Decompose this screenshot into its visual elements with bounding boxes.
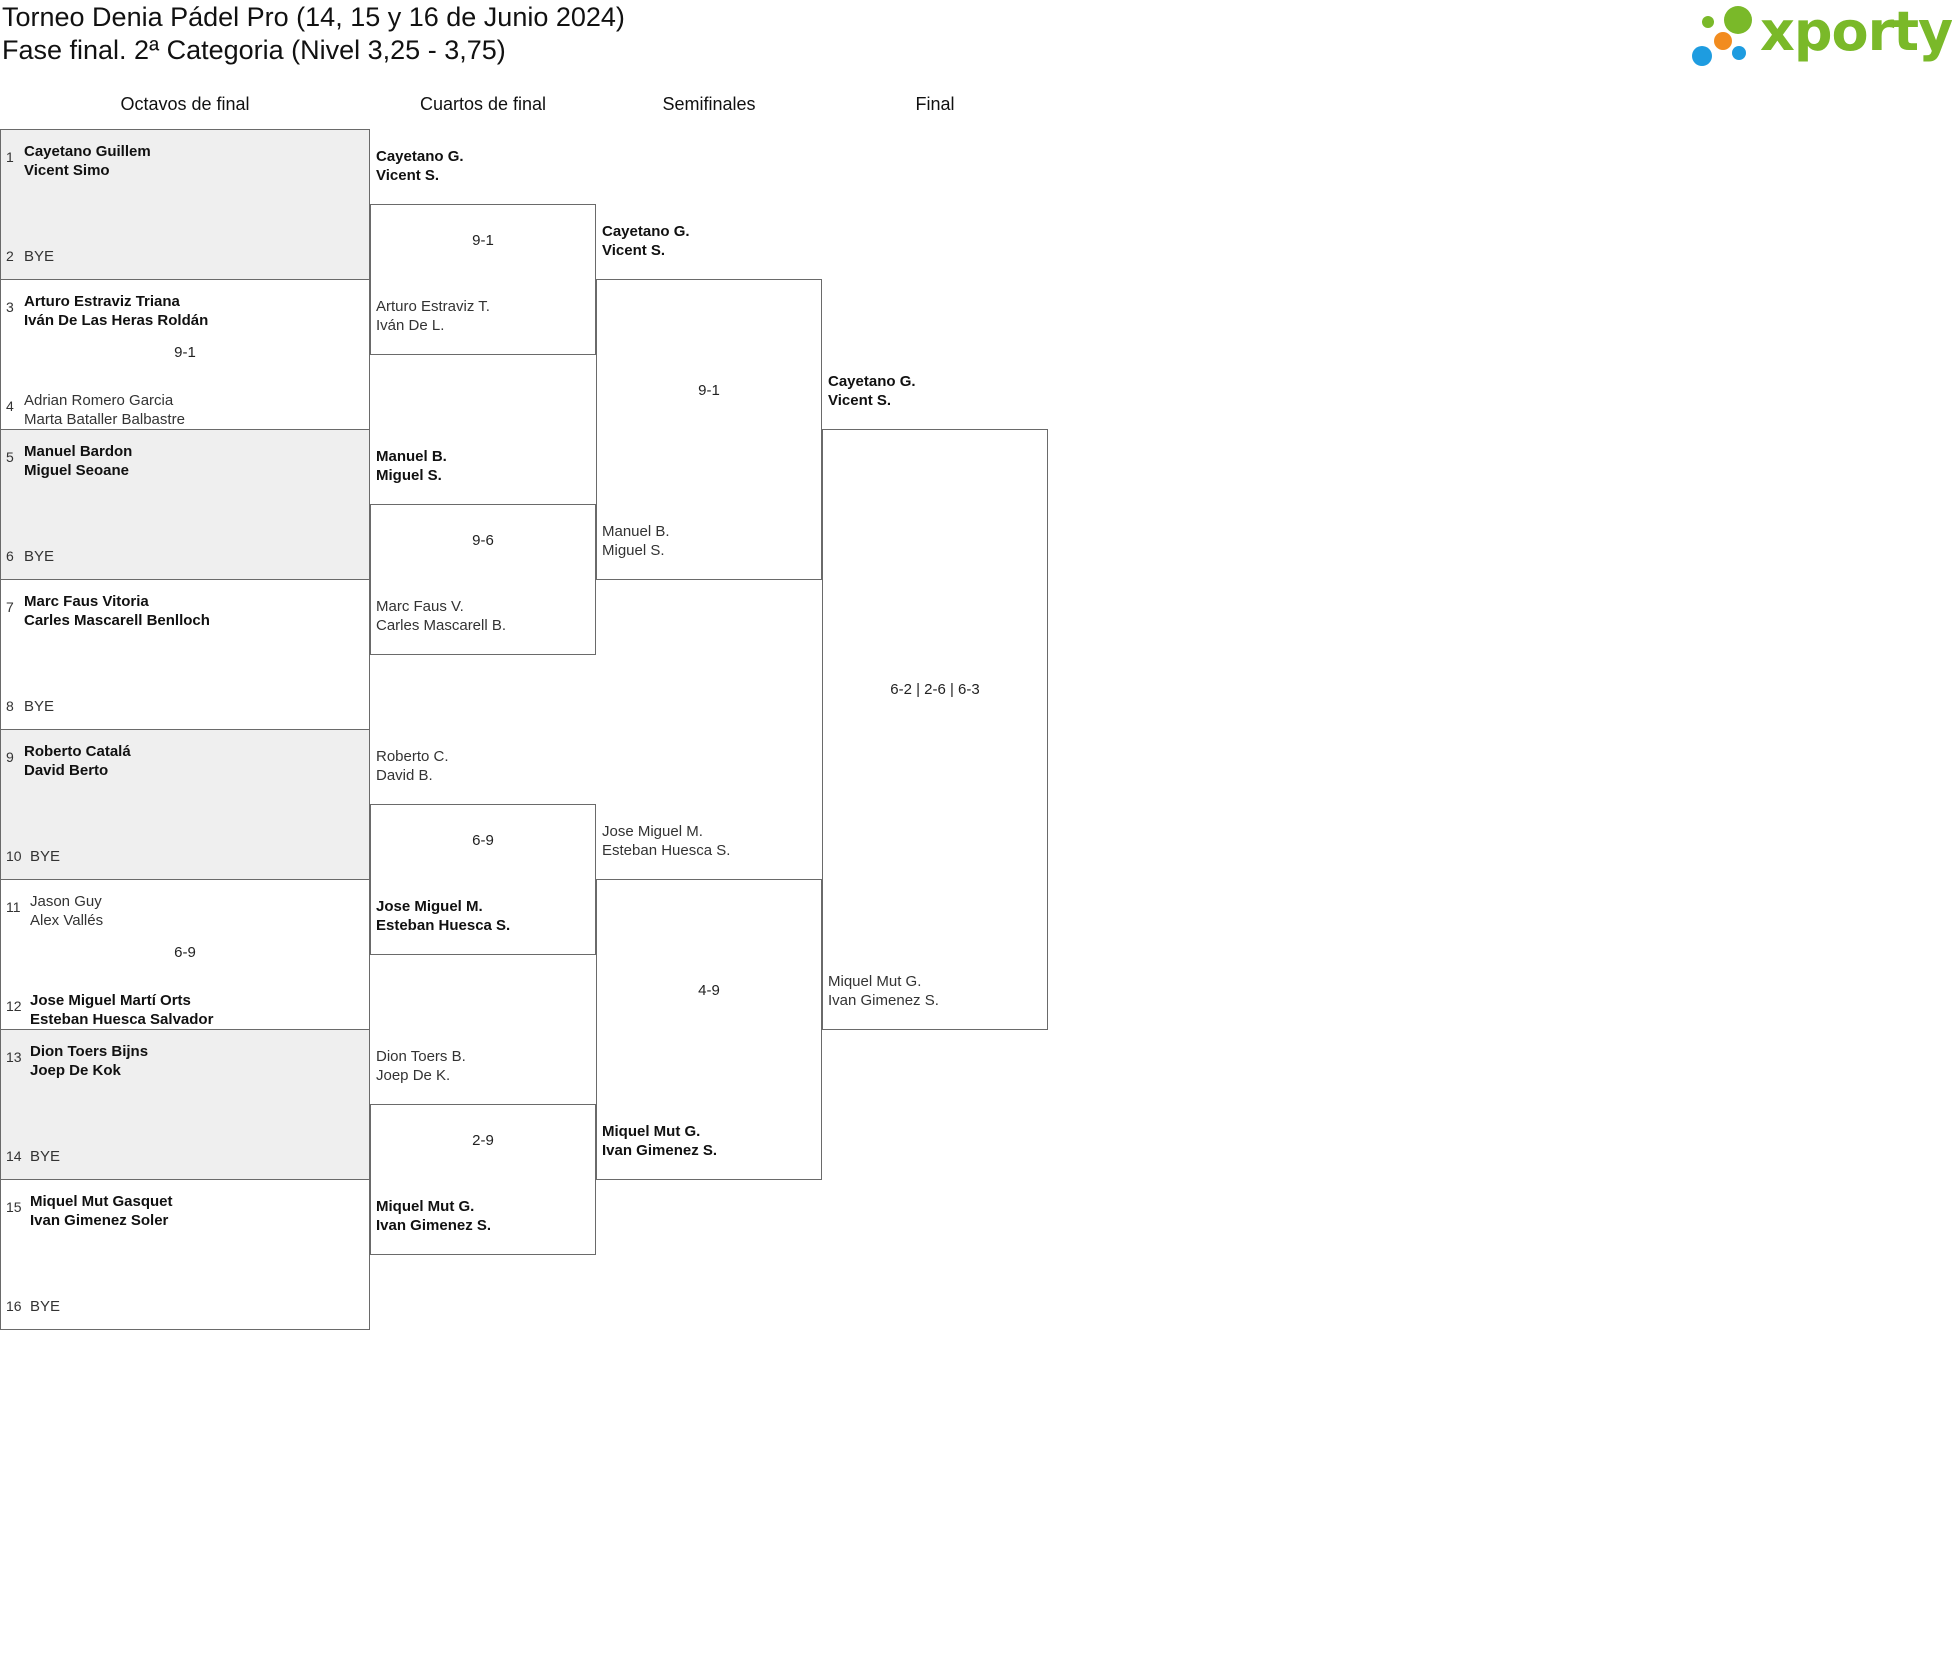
seed-number: 14 — [6, 1148, 22, 1164]
cuartos-team-7-player2: Joep De K. — [376, 1067, 451, 1084]
logo-text: xporty — [1760, 0, 1952, 63]
semis-team-4-player2: Ivan Gimenez S. — [602, 1142, 718, 1159]
team-11-player2: Alex Vallés — [30, 912, 104, 929]
logo-dot-orange — [1714, 32, 1732, 50]
seed-number: 13 — [6, 1049, 22, 1065]
logo-dot-blue-small — [1732, 46, 1746, 60]
team-4-player1: Adrian Romero Garcia — [24, 392, 174, 409]
semis-team-1-player1: Cayetano G. — [602, 223, 690, 240]
cuartos-team-2-player1: Arturo Estraviz T. — [376, 298, 490, 315]
team-5-player2: Miguel Seoane — [24, 462, 130, 479]
team-4-player2: Marta Bataller Balbastre — [24, 411, 185, 428]
page-title: Torneo Denia Pádel Pro (14, 15 y 16 de Junio 2024) — [2, 2, 625, 32]
seed-number: 4 — [6, 398, 14, 414]
cuartos-team-5-player1: Roberto C. — [376, 748, 449, 765]
match-score: 2-9 — [472, 1132, 494, 1149]
match-score: 4-9 — [698, 982, 720, 999]
round-header-octavos: Octavos de final — [120, 94, 250, 114]
match-score: 9-1 — [472, 232, 494, 249]
team-12-player2: Esteban Huesca Salvador — [30, 1011, 214, 1028]
match-box-cuartos-4 — [370, 1104, 596, 1255]
semis-team-4-player1: Miquel Mut G. — [602, 1123, 701, 1140]
seed-number: 6 — [6, 548, 14, 564]
semis-team-3-player1: Jose Miguel M. — [602, 823, 703, 840]
team-11-player1: Jason Guy — [30, 893, 102, 910]
match-box-cuartos-2 — [370, 504, 596, 655]
seed-number: 12 — [6, 998, 22, 1014]
team-15-player2: Ivan Gimenez Soler — [30, 1212, 169, 1229]
final-team-1-player1: Cayetano G. — [828, 373, 916, 390]
seed-number: 1 — [6, 149, 14, 165]
team-7-player2: Carles Mascarell Benlloch — [24, 612, 210, 629]
seed-number: 15 — [6, 1199, 22, 1215]
seed-number: 10 — [6, 848, 22, 864]
round-header-semifinales: Semifinales — [662, 94, 756, 114]
cuartos-team-6-player2: Esteban Huesca S. — [376, 917, 511, 934]
match-box-final — [822, 429, 1048, 1030]
final-team-1-player2: Vicent S. — [828, 392, 892, 409]
cuartos-team-5-player2: David B. — [376, 767, 433, 784]
team-13-player2: Joep De Kok — [30, 1062, 121, 1079]
team-9-player1: Roberto Catalá — [24, 743, 131, 760]
match-score: 9-6 — [472, 532, 494, 549]
match-score: 9-1 — [174, 344, 196, 361]
final-score: 6-2 | 2-6 | 6-3 — [890, 681, 980, 698]
bye-label: BYE — [30, 1148, 61, 1165]
semis-team-1-player2: Vicent S. — [602, 242, 666, 259]
cuartos-team-1-player2: Vicent S. — [376, 167, 440, 184]
cuartos-team-3-player2: Miguel S. — [376, 467, 442, 484]
semis-team-3-player2: Esteban Huesca S. — [602, 842, 731, 859]
page-subtitle: Fase final. 2ª Categoria (Nivel 3,25 - 3,75) — [2, 35, 506, 65]
team-9-player2: David Berto — [24, 762, 109, 779]
team-13-player1: Dion Toers Bijns — [30, 1043, 149, 1060]
team-3-player1: Arturo Estraviz Triana — [24, 293, 180, 310]
team-12-player1: Jose Miguel Martí Orts — [30, 992, 191, 1009]
logo-dot-green — [1724, 6, 1752, 34]
cuartos-team-7-player1: Dion Toers B. — [376, 1048, 466, 1065]
match-score: 6-9 — [472, 832, 494, 849]
cuartos-team-6-player1: Jose Miguel M. — [376, 898, 483, 915]
cuartos-team-1-player1: Cayetano G. — [376, 148, 464, 165]
bye-label: BYE — [30, 848, 61, 865]
team-1-player1: Cayetano Guillem — [24, 143, 151, 160]
seed-number: 2 — [6, 248, 14, 264]
cuartos-team-4-player1: Marc Faus V. — [376, 598, 464, 615]
final-team-2-player2: Ivan Gimenez S. — [828, 992, 939, 1009]
seed-number: 3 — [6, 299, 14, 315]
logo-dot-green-small — [1702, 16, 1714, 28]
team-1-player2: Vicent Simo — [24, 162, 110, 179]
match-box-semis-2 — [596, 879, 822, 1180]
cuartos-team-2-player2: Iván De L. — [376, 317, 445, 334]
team-15-player1: Miquel Mut Gasquet — [30, 1193, 173, 1210]
seed-number: 9 — [6, 749, 14, 765]
cuartos-team-4-player2: Carles Mascarell B. — [376, 617, 507, 634]
logo-dot-blue — [1692, 46, 1712, 66]
bye-label: BYE — [24, 548, 55, 565]
bye-label: BYE — [30, 1298, 61, 1315]
cuartos-team-8-player1: Miquel Mut G. — [376, 1198, 475, 1215]
cuartos-team-3-player1: Manuel B. — [376, 448, 447, 465]
seed-number: 16 — [6, 1298, 22, 1314]
team-5-player1: Manuel Bardon — [24, 443, 133, 460]
round-header-cuartos: Cuartos de final — [419, 94, 547, 114]
bye-label: BYE — [24, 698, 55, 715]
match-box-cuartos-1 — [370, 204, 596, 355]
seed-number: 8 — [6, 698, 14, 714]
match-box-cuartos-3 — [370, 804, 596, 955]
seed-number: 7 — [6, 599, 14, 615]
round-header-final: Final — [915, 94, 955, 114]
match-score: 6-9 — [174, 944, 196, 961]
final-team-2-player1: Miquel Mut G. — [828, 973, 922, 990]
semis-team-2-player1: Manuel B. — [602, 523, 670, 540]
bye-label: BYE — [24, 248, 55, 265]
match-box-semis-1 — [596, 279, 822, 580]
cuartos-team-8-player2: Ivan Gimenez S. — [376, 1217, 492, 1234]
xporty-logo — [1692, 0, 1952, 68]
match-score: 9-1 — [698, 382, 720, 399]
seed-number: 5 — [6, 449, 14, 465]
seed-number: 11 — [6, 899, 21, 915]
team-3-player2: Iván De Las Heras Roldán — [24, 312, 209, 329]
semis-team-2-player2: Miguel S. — [602, 542, 665, 559]
team-7-player1: Marc Faus Vitoria — [24, 593, 149, 610]
